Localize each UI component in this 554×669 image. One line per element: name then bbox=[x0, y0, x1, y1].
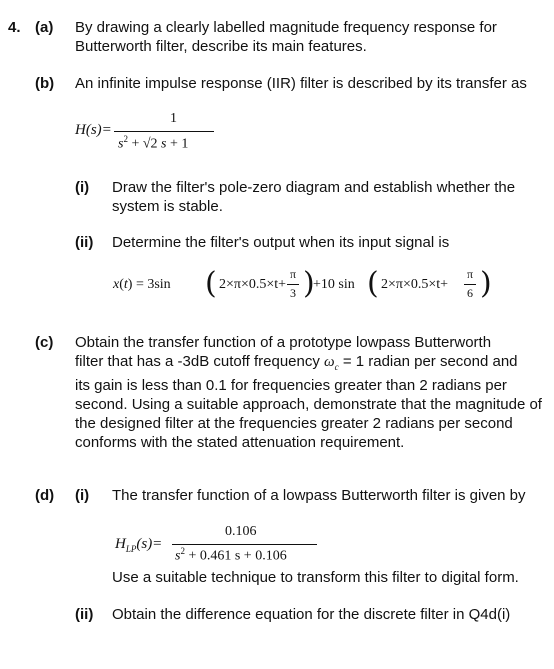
xt-pi2: π bbox=[467, 267, 474, 281]
part-b-text: An infinite impulse response (IIR) filter is described by its transfer as bbox=[75, 75, 527, 92]
part-c-rest: its gain is less than 0.1 for frequencies greater than 2 radians per second. Using a suitable approach, demonstrate that the magnitude of the designed filter at the frequencies greater 2 radians per second conforms with the stated attenuation requirement. bbox=[75, 377, 542, 451]
paren-close-1: ) bbox=[303, 266, 315, 301]
part-a-text: By drawing a clearly labelled magnitude frequency response for Butterworth filter, describe its main features. bbox=[75, 19, 497, 55]
hs-numerator: 1 bbox=[170, 111, 177, 126]
xt-frac1-line bbox=[287, 284, 299, 285]
hlp-sub: LP bbox=[125, 544, 137, 554]
hlp-den-s: s bbox=[175, 548, 181, 564]
xt-mid: +10 sin bbox=[313, 277, 355, 292]
den-s2: s bbox=[161, 136, 167, 152]
den-s: s bbox=[118, 136, 124, 152]
part-b-i-text: Draw the filter's pole-zero diagram and establish whether the system is stable. bbox=[112, 179, 516, 215]
hs-lhs: H(s)= bbox=[75, 122, 112, 138]
part-a-label: (a) bbox=[35, 19, 54, 36]
den-sqrt: √2 bbox=[142, 136, 158, 152]
den-exp: 2 bbox=[123, 134, 128, 144]
part-d-ii-label: (ii) bbox=[75, 606, 94, 623]
paren-close-2: ) bbox=[480, 266, 492, 301]
xt-pi1: π bbox=[290, 267, 297, 281]
hlp-den-exp: 2 bbox=[180, 546, 185, 556]
part-d-label: (d) bbox=[35, 487, 55, 504]
question-number: 4. bbox=[8, 19, 21, 36]
part-c-line1: Obtain the transfer function of a prototype lowpass Butterworth bbox=[75, 334, 492, 351]
part-c-line2b: = 1 radian per second and bbox=[342, 353, 518, 370]
hs-equation bbox=[75, 122, 112, 139]
paren-open-1: ( bbox=[205, 266, 217, 301]
part-d-i-text: The transfer function of a lowpass Butterworth filter is given by bbox=[112, 487, 526, 504]
hs-fraction-line bbox=[114, 131, 214, 132]
part-b-ii-label: (ii) bbox=[75, 234, 94, 251]
part-d-i-after: Use a suitable technique to transform this filter to digital form. bbox=[112, 569, 519, 586]
hlp-denominator bbox=[175, 546, 287, 565]
xt-den1: 3 bbox=[290, 286, 296, 300]
den-plus-one: + 1 bbox=[170, 136, 189, 152]
hlp-den-rest: + 0.461 s + 0.106 bbox=[188, 548, 287, 564]
part-b-ii-text: Determine the filter's output when its input signal is bbox=[112, 234, 450, 251]
hlp-numerator: 0.106 bbox=[225, 524, 257, 539]
xt-arg2: 2×π×0.5×t+ bbox=[381, 277, 449, 292]
den-plus: + bbox=[131, 136, 140, 152]
part-b-label: (b) bbox=[35, 75, 55, 92]
omega-symbol: ω bbox=[324, 354, 335, 370]
xt-frac2-line bbox=[464, 284, 476, 285]
hlp-lhs bbox=[115, 536, 162, 554]
hlp-h: H bbox=[115, 536, 126, 552]
xt-den2: 6 bbox=[467, 286, 473, 300]
part-c-line2 bbox=[75, 352, 518, 377]
part-d-ii-text: Obtain the difference equation for the discrete filter in Q4d(i) bbox=[112, 606, 511, 623]
part-b-i-label: (i) bbox=[75, 179, 90, 196]
xt-arg1: 2×π×0.5×t+ bbox=[219, 277, 287, 292]
paren-open-2: ( bbox=[367, 266, 379, 301]
hs-denominator bbox=[118, 134, 188, 153]
hlp-lhs-rest: (s)= bbox=[136, 536, 163, 552]
part-c-line2a: filter that has a -3dB cutoff frequency bbox=[75, 353, 320, 370]
xt-lhs: x(t) = 3sin bbox=[113, 277, 171, 292]
part-d-i-label: (i) bbox=[75, 487, 90, 504]
part-c-label: (c) bbox=[35, 334, 54, 351]
omega-subscript: c bbox=[334, 362, 339, 372]
hlp-fraction-line bbox=[172, 544, 317, 545]
